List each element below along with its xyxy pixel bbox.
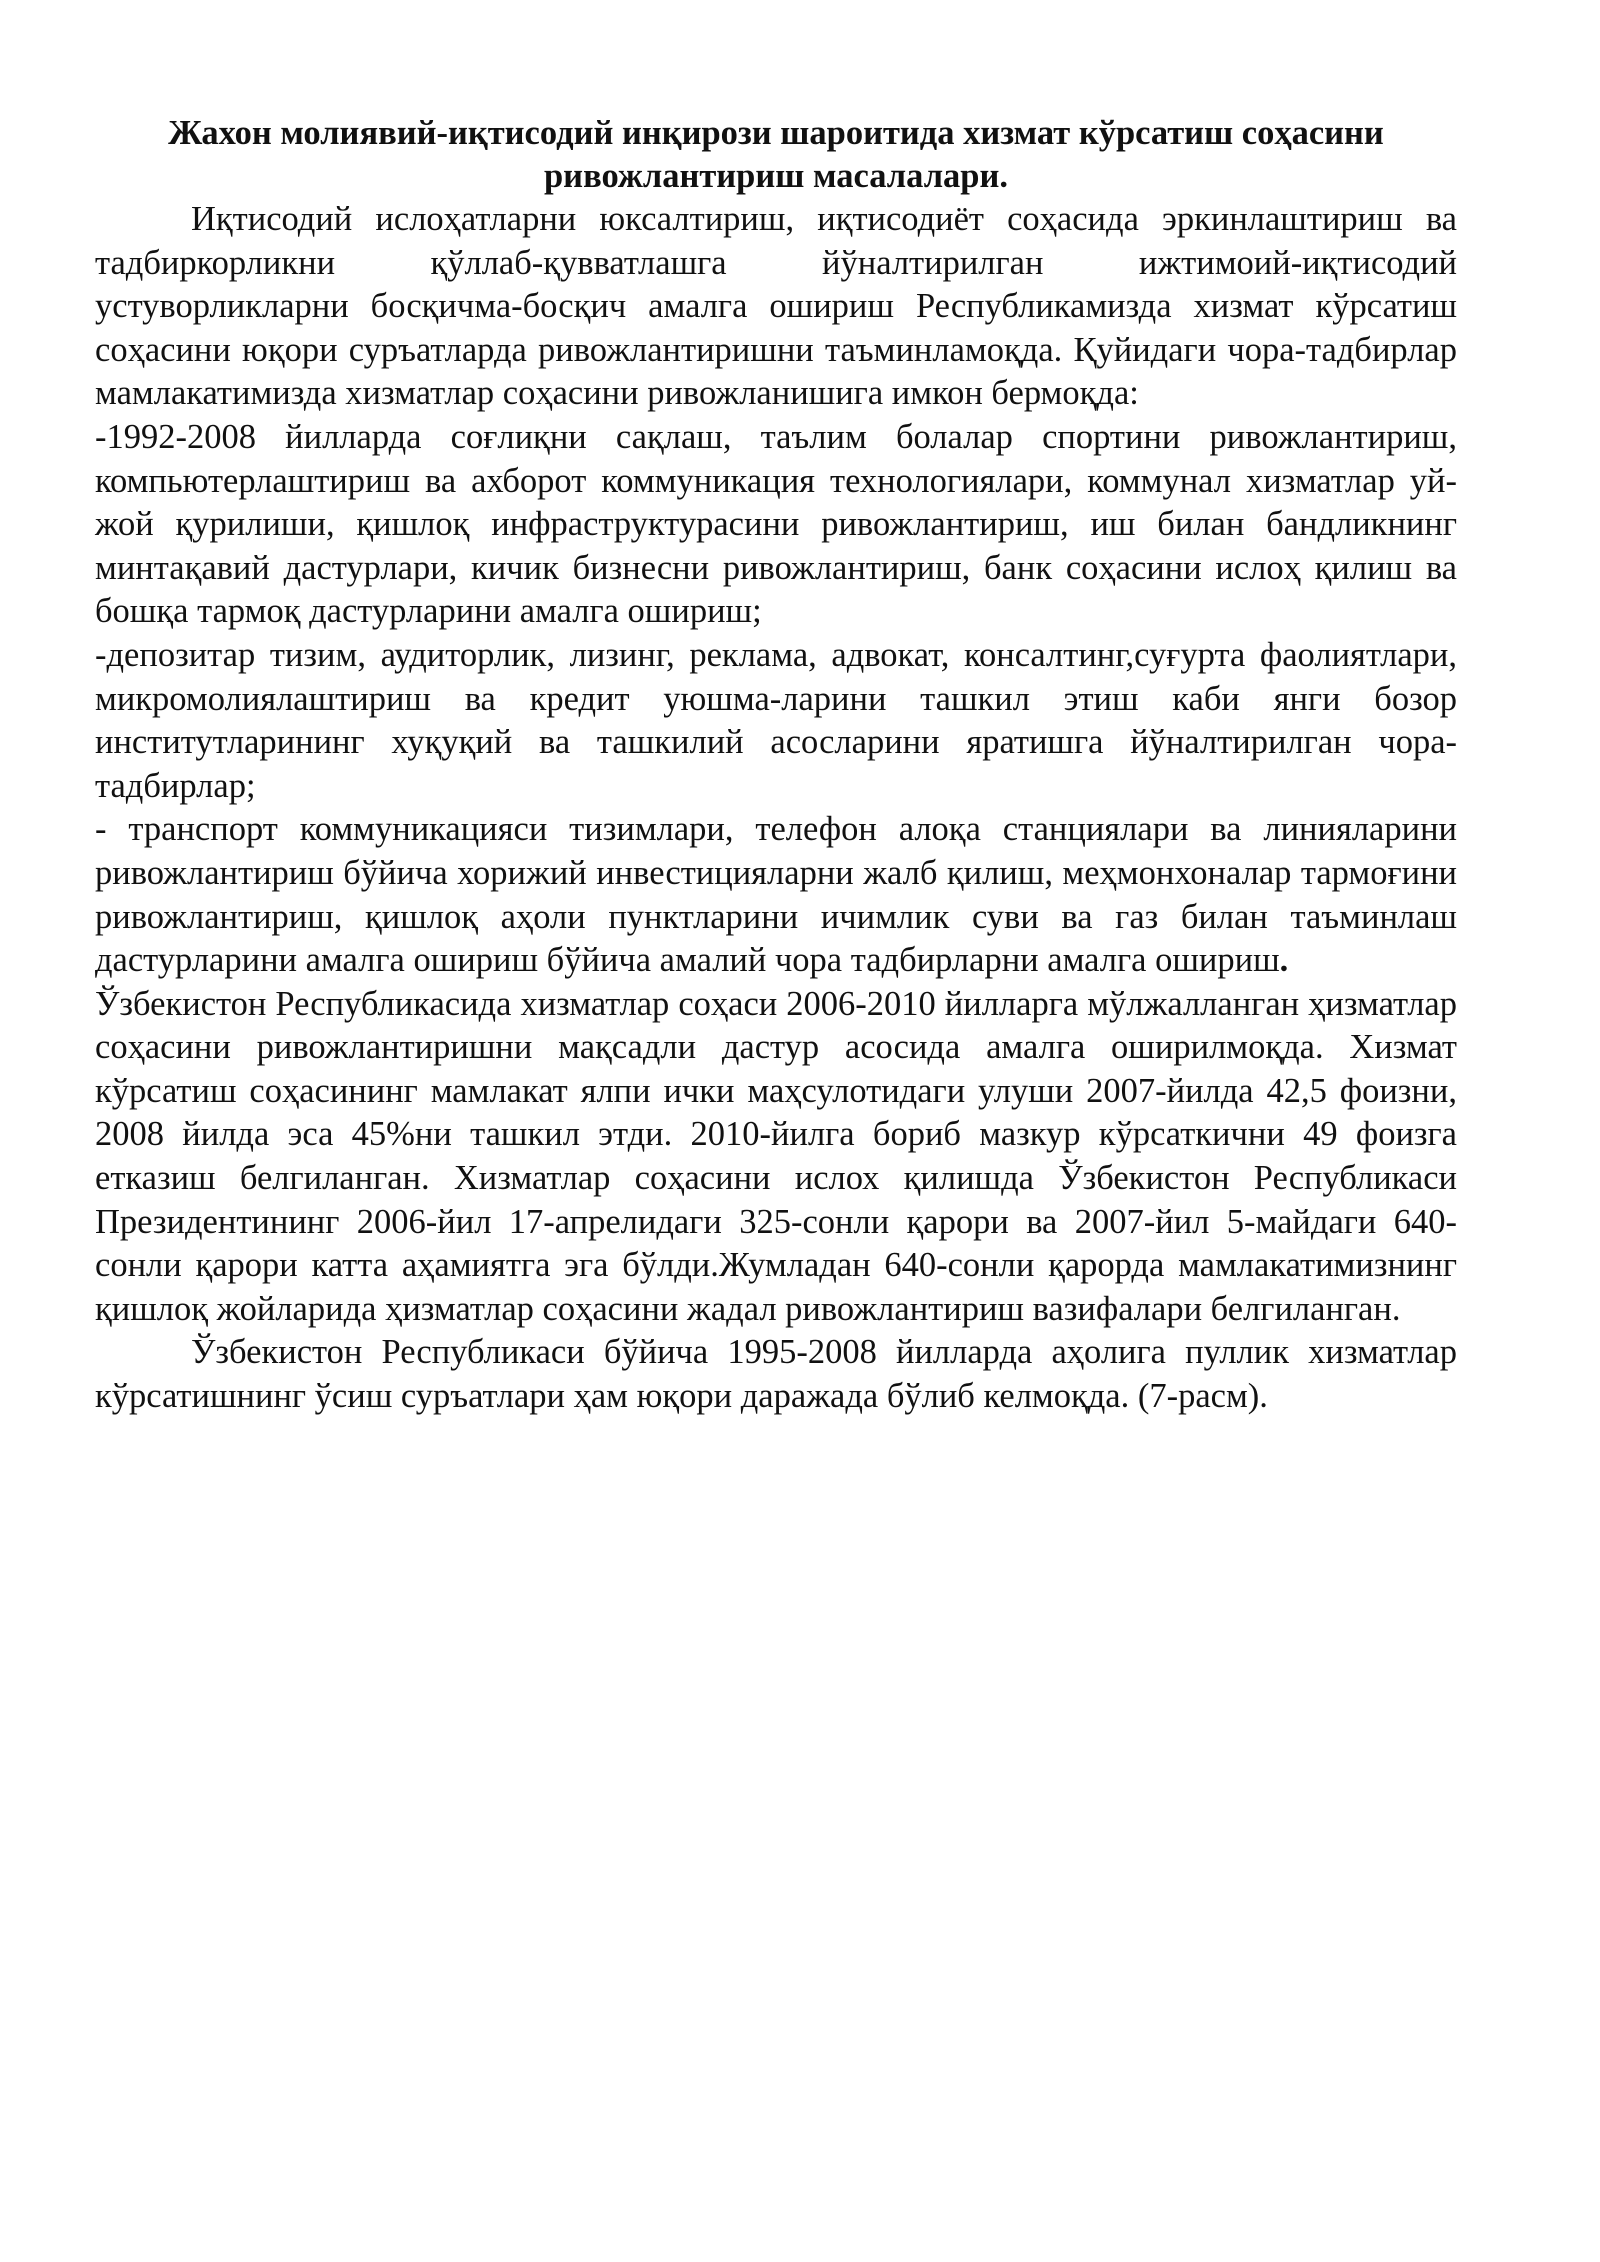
document-page [95, 112, 1457, 1419]
bold-period: . [1279, 941, 1289, 980]
paragraph-list-item-1: -1992-2008 йилларда соғлиқни сақлаш, таълим болалар спортини ривожлантириш, компьютерлаштириш ва ахборот коммуникация технологиялари, коммунал хизматлар уй-жой қурилиши, қишлоқ инфраструктурасини ривожлантириш, иш билан бандликнинг минтақавий дастурлари, кичик бизнесни ривожлантириш, банк соҳасини ислоҳ қилиш ва бошқа тармоқ дастурларини амалга ошириш; [95, 417, 1457, 631]
paragraph-list-item-3-text: - транспорт коммуникацияси тизимлари, телефон алоқа станциялари ва линияларини ривожлантириш бўйича хорижий инвестицияларни жалб қилиш, меҳмонхоналар тармоғини ривожлантириш, қишлоқ аҳоли пунктларини ичимлик суви ва газ билан таъминлаш дастурларини амалга ошириш бўйича амалий чора тадбирларни амалга ошириш [95, 810, 1457, 980]
document-title: Жахон молиявий-иқтисодий инқирози шароитида хизмат кўрсатиш соҳасини ривожлантириш масалалари. [168, 114, 1384, 195]
paragraph-intro: Иқтисодий ислоҳатларни юксалтириш, иқтисодиёт соҳасида эркинлаштириш ва тадбиркорликни қўллаб-қувватлашга йўналтирилган ижтимоий-иқтисодий устуворликларни босқичма-босқич амалга ошириш Республикамизда хизмат кўрсатиш соҳасини юқори суръатларда ривожлантиришни таъминламоқда. Қуйидаги чора-тадбирлар мамлакатимизда хизматлар соҳасини ривожланишига имкон бермоқда: [95, 200, 1457, 413]
paragraph-growth-rates: Ўзбекистон Республикаси бўйича 1995-2008 йилларда аҳолига пуллик хизматлар кўрсатишнинг ўсиш суръатлари ҳам юқори даражада бўлиб келмоқда. (7-расм). [95, 1333, 1457, 1416]
paragraph-list-item-2: -депозитар тизим, аудиторлик, лизинг, реклама, адвокат, консалтинг,суғурта фаолиятлари, микромолиялаштириш ва кредит уюшма-ларини ташкил этиш каби янги бозор институтларининг хуқуқий ва ташкилий асосларини яратишга йўналтирилган чора-тадбирлар; [95, 635, 1457, 805]
paragraph-list-item-3 [95, 808, 1457, 982]
paragraph-uzbekistan-services: Ўзбекистон Республикасида хизматлар соҳаси 2006-2010 йилларга мўлжалланган ҳизматлар соҳасини ривожлантиришни мақсадли дастур асосида амалга оширилмоқда. Хизмат кўрсатиш соҳасининг мамлакат ялпи ички маҳсулотидаги улуши 2007-йилда 42,5 фоизни, 2008 йилда эса 45%ни ташкил этди. 2010-йилга бориб мазкур кўрсаткични 49 фоизга етказиш белгиланган. Хизматлар соҳасини ислох қилишда Ўзбекистон Республикаси Президентининг 2006-йил 17-апрелидаги 325-сонли қарори ва 2007-йил 5-майдаги 640-сонли қарори катта аҳамиятга эга бўлди.Жумладан 640-сонли қарорда мамлакатимизнинг қишлоқ жойларида ҳизматлар соҳасини жадал ривожлантириш вазифалари белгиланган. [95, 984, 1457, 1328]
